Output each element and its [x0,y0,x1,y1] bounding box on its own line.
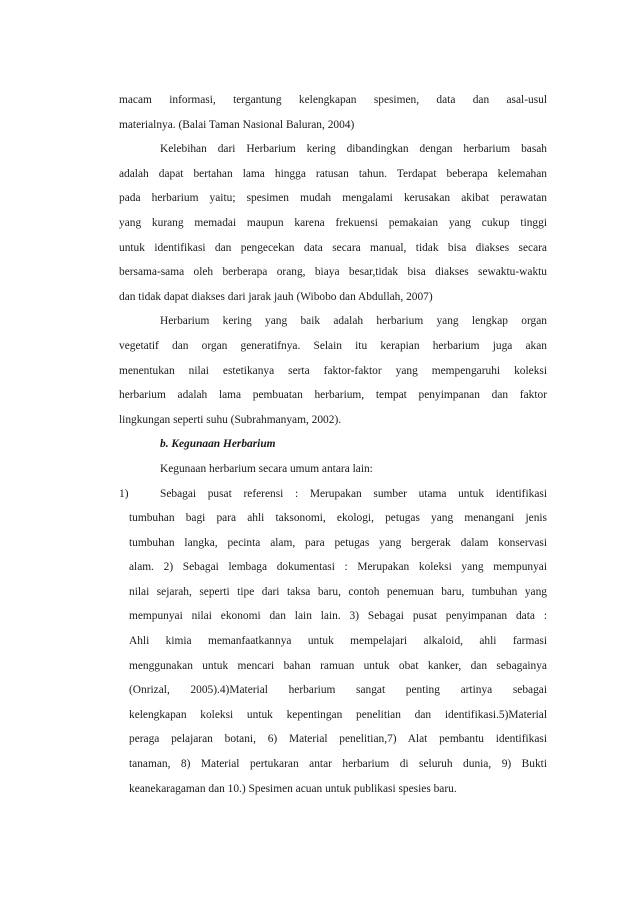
list-line-12: keanekaragaman dan 10.) Spesimen acuan untuk publikasi spesies baru. [129,782,457,795]
paragraph-3-line-4: herbarium adalah lama pembuatan herbarium, tempat penyimpanan dan faktor [119,389,547,402]
paragraph-3-line-2: vegetatif dan organ generatifnya. Selain itu kerapian herbarium juga akan [119,339,547,352]
list-intro: Kegunaan herbarium secara umum antara lain: [160,462,373,475]
paragraph-3-line-3: menentukan nilai estetikanya serta faktor-faktor yang mempengaruhi koleksi [119,364,547,377]
list-line-8: (Onrizal, 2005).4)Material herbarium sangat penting artinya sebagai [129,684,547,697]
paragraph-2-line-3: pada herbarium yaitu; spesimen mudah mengalami kerusakan akibat perawatan [119,192,547,205]
paragraph-2-line-1: Kelebihan dari Herbarium kering dibandingkan dengan herbarium basah [160,143,547,156]
section-subheading: b. Kegunaan Herbarium [160,438,276,451]
paragraph-2-line-5: untuk identifikasi dan pengecekan data secara manual, tidak bisa diakses secara [119,241,547,254]
paragraph-1-line-2: materialnya. (Balai Taman Nasional Baluran, 2004) [119,118,355,131]
list-item-first-line [119,482,547,507]
list-line-1: tumbuhan bagi para ahli taksonomi, ekologi, petugas yang menangani jenis [129,512,547,525]
paragraph-3-line-1: Herbarium kering yang baik adalah herbarium yang lengkap organ [160,315,547,328]
paragraph-1-line-1: macam informasi, tergantung kelengkapan spesimen, data dan asal-usul [119,94,547,106]
paragraph-2-line-2: adalah dapat bertahan lama hingga ratusan tahun. Terdapat beberapa kelemahan [119,167,547,180]
list-line-2: tumbuhan langka, pecinta alam, para petugas yang bergerak dalam konservasi [129,536,547,549]
list-line-3: alam. 2) Sebagai lembaga dokumentasi : Merupakan koleksi yang mempunyai [129,561,547,574]
list-first-text: Sebagai pusat referensi : Merupakan sumber utama untuk identifikasi [160,487,547,500]
list-line-11: tanaman, 8) Material pertukaran antar herbarium di seluruh dunia, 9) Bukti [129,758,547,771]
list-number: 1) [119,487,129,500]
list-line-9: kelengkapan koleksi untuk kepentingan penelitian dan identifikasi.5)Material [129,708,547,721]
list-line-7: menggunakan untuk mencari bahan ramuan untuk obat kanker, dan sebagainya [129,659,547,672]
paragraph-2-line-4: yang kurang memadai maupun karena frekuensi pemakaian yang cukup tinggi [119,216,547,229]
document-page [119,88,547,801]
list-line-10: peraga pelajaran botani, 6) Material penelitian,7) Alat pembantu identifikasi [129,733,547,746]
list-line-6: Ahli kimia memanfaatkannya untuk mempelajari alkaloid, ahli farmasi [129,635,547,648]
list-line-4: nilai sejarah, seperti tipe dari taksa baru, contoh penemuan baru, tumbuhan yang [129,585,547,598]
list-line-5: mempunyai nilai ekonomi dan lain lain. 3) Sebagai pusat penyimpanan data : [129,610,547,623]
paragraph-2-line-6: bersama-sama oleh berberapa orang, biaya besar,tidak bisa diakses sewaktu-waktu [119,266,547,279]
paragraph-3-line-5: lingkungan seperti suhu (Subrahmanyam, 2002). [119,413,342,426]
paragraph-2-line-7: dan tidak dapat diakses dari jarak jauh (Wibobo dan Abdullah, 2007) [119,290,433,303]
